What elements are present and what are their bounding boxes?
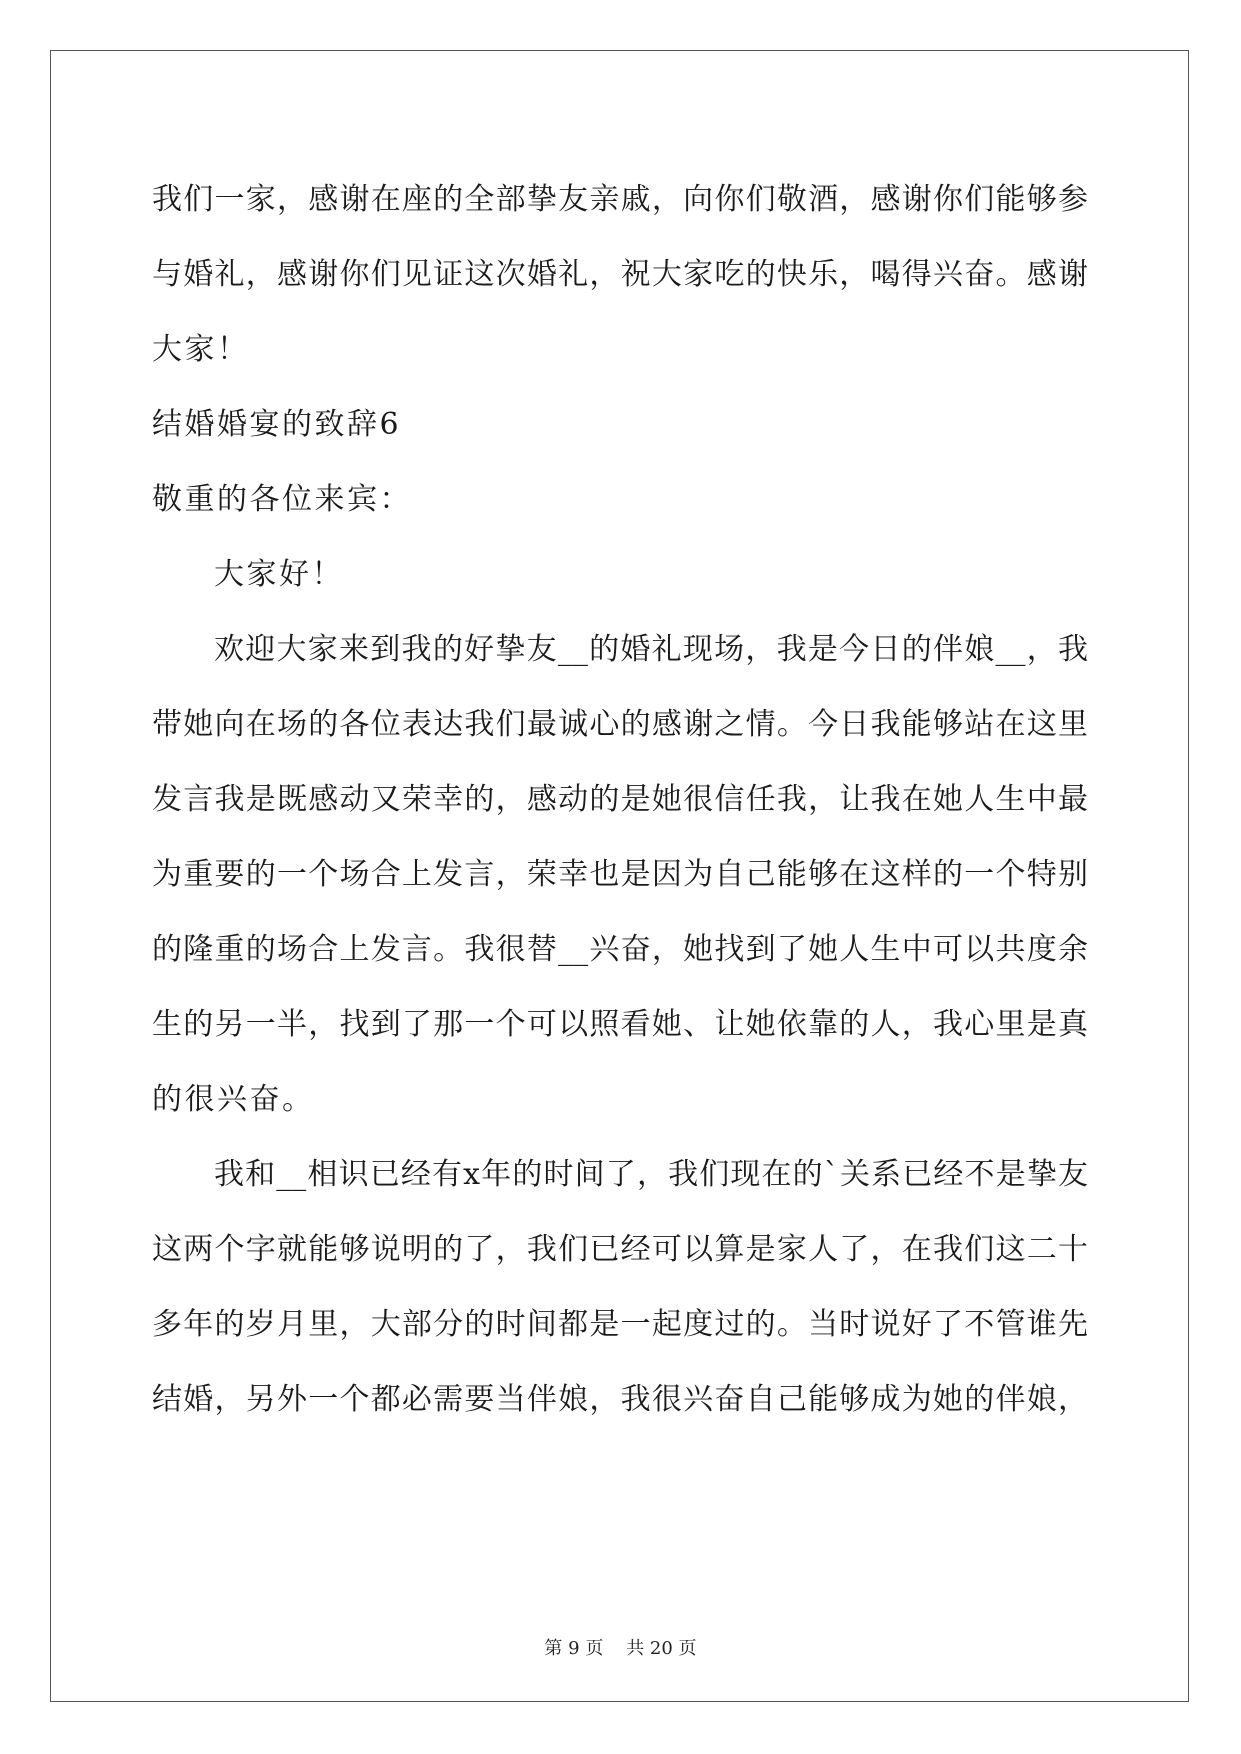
text-line: 我和__相识已经有x年的时间了，我们现在的`关系已经不是挚友 — [214, 1157, 1088, 1192]
salutation: 敬重的各位来宾： — [152, 482, 412, 517]
text-line: 的隆重的场合上发言。我很替__兴奋，她找到了她人生中可以共度余 — [152, 932, 1088, 967]
document-body — [152, 162, 1088, 1437]
text-line: 为重要的一个场合上发言，荣幸也是因为自己能够在这样的一个特别 — [152, 857, 1088, 892]
text-line: 这两个字就能够说明的了，我们已经可以算是家人了，在我们这二十 — [152, 1232, 1088, 1267]
text-line: 我们一家，感谢在座的全部挚友亲戚，向你们敬酒，感谢你们能够参 — [152, 182, 1088, 217]
text-line: 欢迎大家来到我的好挚友__的婚礼现场，我是今日的伴娘__，我 — [214, 632, 1088, 667]
section-heading: 结婚婚宴的致辞6 — [152, 407, 402, 442]
text-line: 与婚礼，感谢你们见证这次婚礼，祝大家吃的快乐，喝得兴奋。感谢 — [152, 257, 1088, 292]
text-line: 的很兴奋。 — [152, 1082, 315, 1117]
text-line: 多年的岁月里，大部分的时间都是一起度过的。当时说好了不管谁先 — [152, 1307, 1088, 1342]
page-number-footer: 第 9 页 共 20 页 — [544, 1638, 697, 1659]
text-line: 大家！ — [152, 332, 250, 367]
text-line: 发言我是既感动又荣幸的，感动的是她很信任我，让我在她人生中最 — [152, 782, 1088, 817]
text-line: 带她向在场的各位表达我们最诚心的感谢之情。今日我能够站在这里 — [152, 707, 1088, 742]
greeting: 大家好！ — [214, 557, 344, 592]
text-line: 生的另一半，找到了那一个可以照看她、让她依靠的人，我心里是真 — [152, 1007, 1088, 1042]
text-line: 结婚，另外一个都必需要当伴娘，我很兴奋自己能够成为她的伴娘， — [152, 1382, 1088, 1417]
